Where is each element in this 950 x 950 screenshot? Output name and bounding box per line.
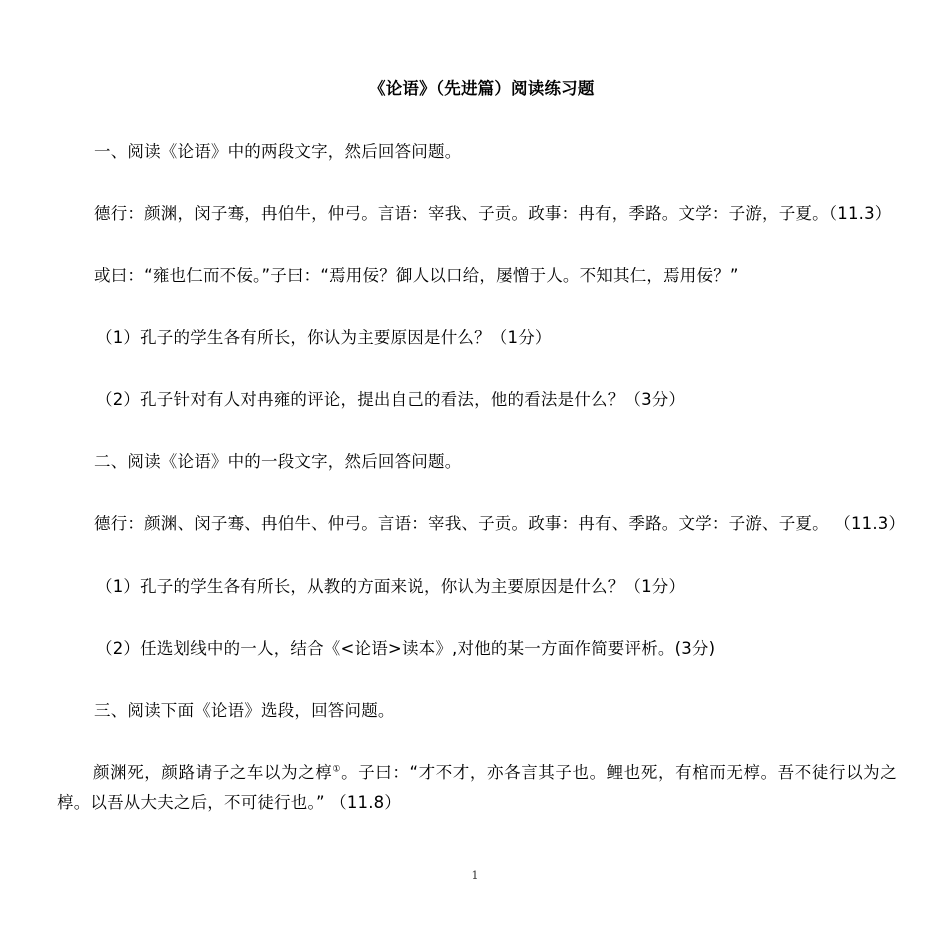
section-1-passage-1: 德行：颜渊，闵子骞，冉伯牛，仲弓。言语：宰我、子贡。政事：冉有，季路。文学：子游，子夏。（11.3） <box>94 204 892 223</box>
page-title: 《论语》（先进篇）阅读练习题 <box>369 79 595 98</box>
page-number: 1 <box>471 869 479 882</box>
section-2-question-2: （2）任选划线中的一人，结合《<论语>读本》,对他的某一方面作简要评析。(3分) <box>96 639 716 658</box>
section-2-heading: 二、阅读《论语》中的一段文字，然后回答问题。 <box>94 452 462 471</box>
section-2-passage-1: 德行：颜渊、闵子骞、冉伯牛、仲弓。言语：宰我、子贡。政事：冉有、季路。文学：子游、子夏。 （11.3） <box>94 514 906 533</box>
section-2-question-1: （1）孔子的学生各有所长，从教的方面来说，你认为主要原因是什么？（1分） <box>96 577 686 596</box>
section-1-question-1: （1）孔子的学生各有所长，你认为主要原因是什么？（1分） <box>96 328 552 347</box>
footnote-marker: ① <box>332 764 342 775</box>
section-1-heading: 一、阅读《论语》中的两段文字，然后回答问题。 <box>94 142 462 161</box>
section-3-passage <box>57 758 897 818</box>
section-1-passage-2: 或曰：“雍也仁而不佞。”子曰：“焉用佞？御人以口给，屡憎于人。不知其仁，焉用佞？” <box>94 266 739 285</box>
section-3-passage-part-2: 。子曰：“才不才，亦各言其子也。鲤也死，有棺而无椁。吾不徒行以为之椁。以吾从大夫之后，不可徒行也。” （11.8） <box>57 763 897 812</box>
section-3-heading: 三、阅读下面《论语》选段，回答问题。 <box>94 701 395 720</box>
section-3-passage-part-1: 颜渊死，颜路请子之车以为之椁 <box>93 763 333 782</box>
section-1-question-2: （2）孔子针对有人对冉雍的评论，提出自己的看法，他的看法是什么？（3分） <box>96 390 686 409</box>
